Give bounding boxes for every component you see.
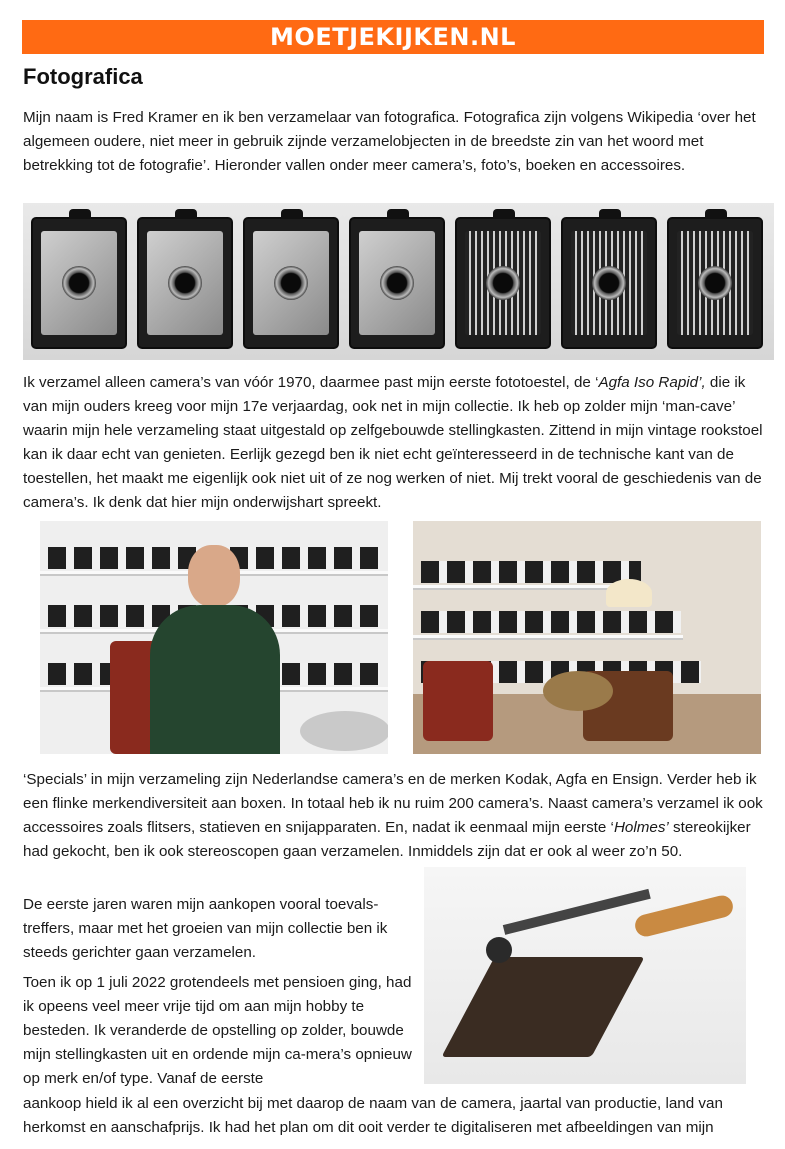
retirement-paragraph: Toen ik op 1 juli 2022 grotendeels met pensioen ging, had ik opeens veel meer vrije tijd om aan mijn hobby te besteden. Ik veranderde de opstelling op zolder, bouwde mijn stellingkasten uit en ordende mijn ca-mera’s opnieuw op merk en/of type. Vanaf de eerste [23,974,412,1087]
attic-man-cave-photo [413,521,761,754]
early-years-paragraph: De eerste jaren waren mijn aankopen vooral toevals-treffers, maar met het groeien van mijn collectie ben ik steeds gerichter gaan verzamelen. [23,896,388,961]
box-camera-1 [31,217,127,349]
film-cutter-photo [424,867,746,1084]
site-name: MOETJEKIJKEN.NL [270,23,516,51]
page-title: Fotografica [23,64,143,89]
site-banner [22,20,764,54]
collection-text-a: Ik verzamel alleen camera’s van vóór 1970, daarmee past mijn eerste fototoestel, de ‘ [23,374,599,391]
box-camera-5 [455,217,551,349]
inventory-paragraph: aankoop hield ik al een overzicht bij met daarop de naam van de camera, jaartal van productie, land van herkomst en aanschafprijs. Ik had het plan om dit ooit verder te digitaliseren met afbeeldingen van mijn [23,1095,723,1136]
collection-paragraph [23,371,768,515]
collector-portrait-photo [40,521,388,754]
box-cameras-photo [23,203,774,360]
box-camera-3 [243,217,339,349]
camera-model-name: Agfa Iso Rapid’, [598,374,706,391]
box-camera-6 [561,217,657,349]
specials-text-b: stereokijker had gekocht, ben ik ook stereoscopen gaan verzamelen. Inmiddels zijn dat er ook al weer zo’n 50. [23,819,751,860]
intro-paragraph: Mijn naam is Fred Kramer en ik ben verzamelaar van fotografica. Fotografica zijn volgens Wikipedia ‘over het algemeen oudere, niet meer in gebruik zijnde verzamelobjecten in de breedste zin van het woord met betrekking tot de fotografie’. Hieronder vallen onder meer camera’s, foto’s, boeken en accessoires. [23,109,756,174]
collection-text-b: die ik van mijn ouders kreeg voor mijn 17e verjaardag, ook net in mijn collectie. Ik heb op zolder mijn ‘man-cave’ waarin mijn hele verzameling staat uitgestald op zelfgebouwde stellingkasten. Zittend in mijn vintage rookstoel kan ik daar echt van genieten. Eerlijk gezegd ben ik niet echt geïnteresseerd in de technische kant van de toestellen, het maakt me eigenlijk ook niet uit of ze nog werken of niet. Mij trekt vooral de geschiedenis van de camera’s. Ik denk dat hier mijn onderwijshart spreekt. [23,374,763,511]
specials-paragraph [23,768,768,864]
box-camera-4 [349,217,445,349]
box-camera-7 [667,217,763,349]
box-camera-2 [137,217,233,349]
stereoscope-brand: Holmes’ [613,819,669,836]
specials-text-a: ‘Specials’ in mijn verzameling zijn Nederlandse camera’s en de merken Kodak, Agfa en Ensign. Verder heb ik een flinke merkendiversiteit aan boxen. In totaal heb ik nu ruim 200 camera’s. Naast camera’s verzamel ik ook accessoires zoals flitsers, statieven en snijapparaten. En, nadat ik eenmaal mijn eerste ‘ [23,771,763,836]
